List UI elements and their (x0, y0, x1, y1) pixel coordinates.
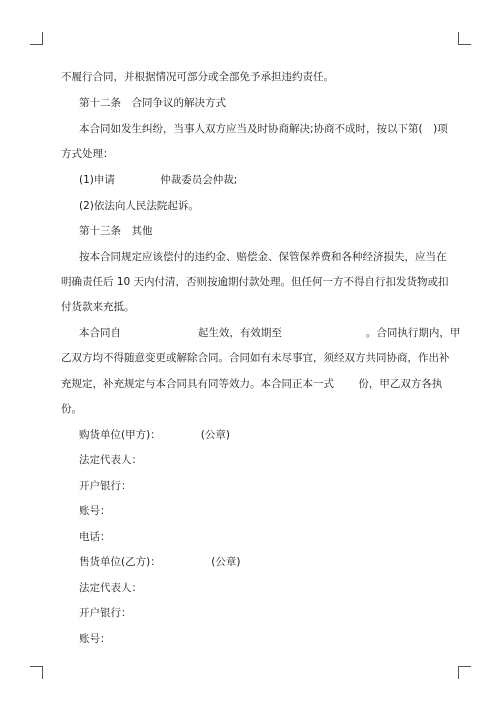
text-line: 乙双方均不得随意变更或解除合同。合同如有未尽事宜，须经双方共同协商，作出补 (61, 352, 450, 364)
crop-mark-top-left (30, 32, 43, 45)
text-line: 份。 (61, 403, 82, 415)
text-line: 充规定，补充规定与本合同具有同等效力。本合同正本一式 份，甲乙双方各执 (61, 378, 443, 390)
signature-field: 开户银行： (79, 480, 132, 492)
text-line: 本合同自 起生效，有效期至 。合同执行期内，甲 (79, 327, 461, 339)
text-line: 方式处理： (61, 148, 114, 160)
text-line: 明确责任后 10 天内付清，否则按逾期付款处理。但任何一方不得自行扣发货物或扣 (61, 276, 449, 288)
list-item: (2)依法向人民法院起诉。 (79, 200, 199, 212)
signature-field: 电话： (79, 531, 111, 543)
crop-mark-top-right (458, 32, 471, 45)
text-line: 本合同如发生纠纷，当事人双方应当及时协商解决;协商不成时，按以下第( )项 (79, 123, 448, 135)
signature-field: 开户银行： (79, 607, 132, 619)
signature-field: 售货单位(乙方)： (公章) (79, 556, 241, 568)
crop-mark-bottom-left (30, 666, 43, 679)
text-line: 不履行合同，并根据情况可部分或全部免予承担违约责任。 (61, 71, 334, 83)
signature-field: 账号： (79, 633, 111, 645)
text-line: 按本合同规定应该偿付的违约金、赔偿金、保管保养费和各种经济损失，应当在 (79, 251, 447, 263)
signature-field: 法定代表人： (79, 582, 142, 594)
section-heading-article-12: 第十二条 合同争议的解决方式 (79, 97, 226, 109)
section-heading-article-13: 第十三条 其他 (79, 225, 153, 237)
crop-mark-bottom-right (458, 666, 471, 679)
text-line: 付货款来充抵。 (61, 301, 135, 313)
signature-field: 购货单位(甲方)： (公章) (79, 429, 230, 441)
signature-field: 法定代表人： (79, 454, 142, 466)
list-item: (1)申请 仲裁委员会仲裁; (79, 174, 238, 186)
signature-field: 账号： (79, 505, 111, 517)
